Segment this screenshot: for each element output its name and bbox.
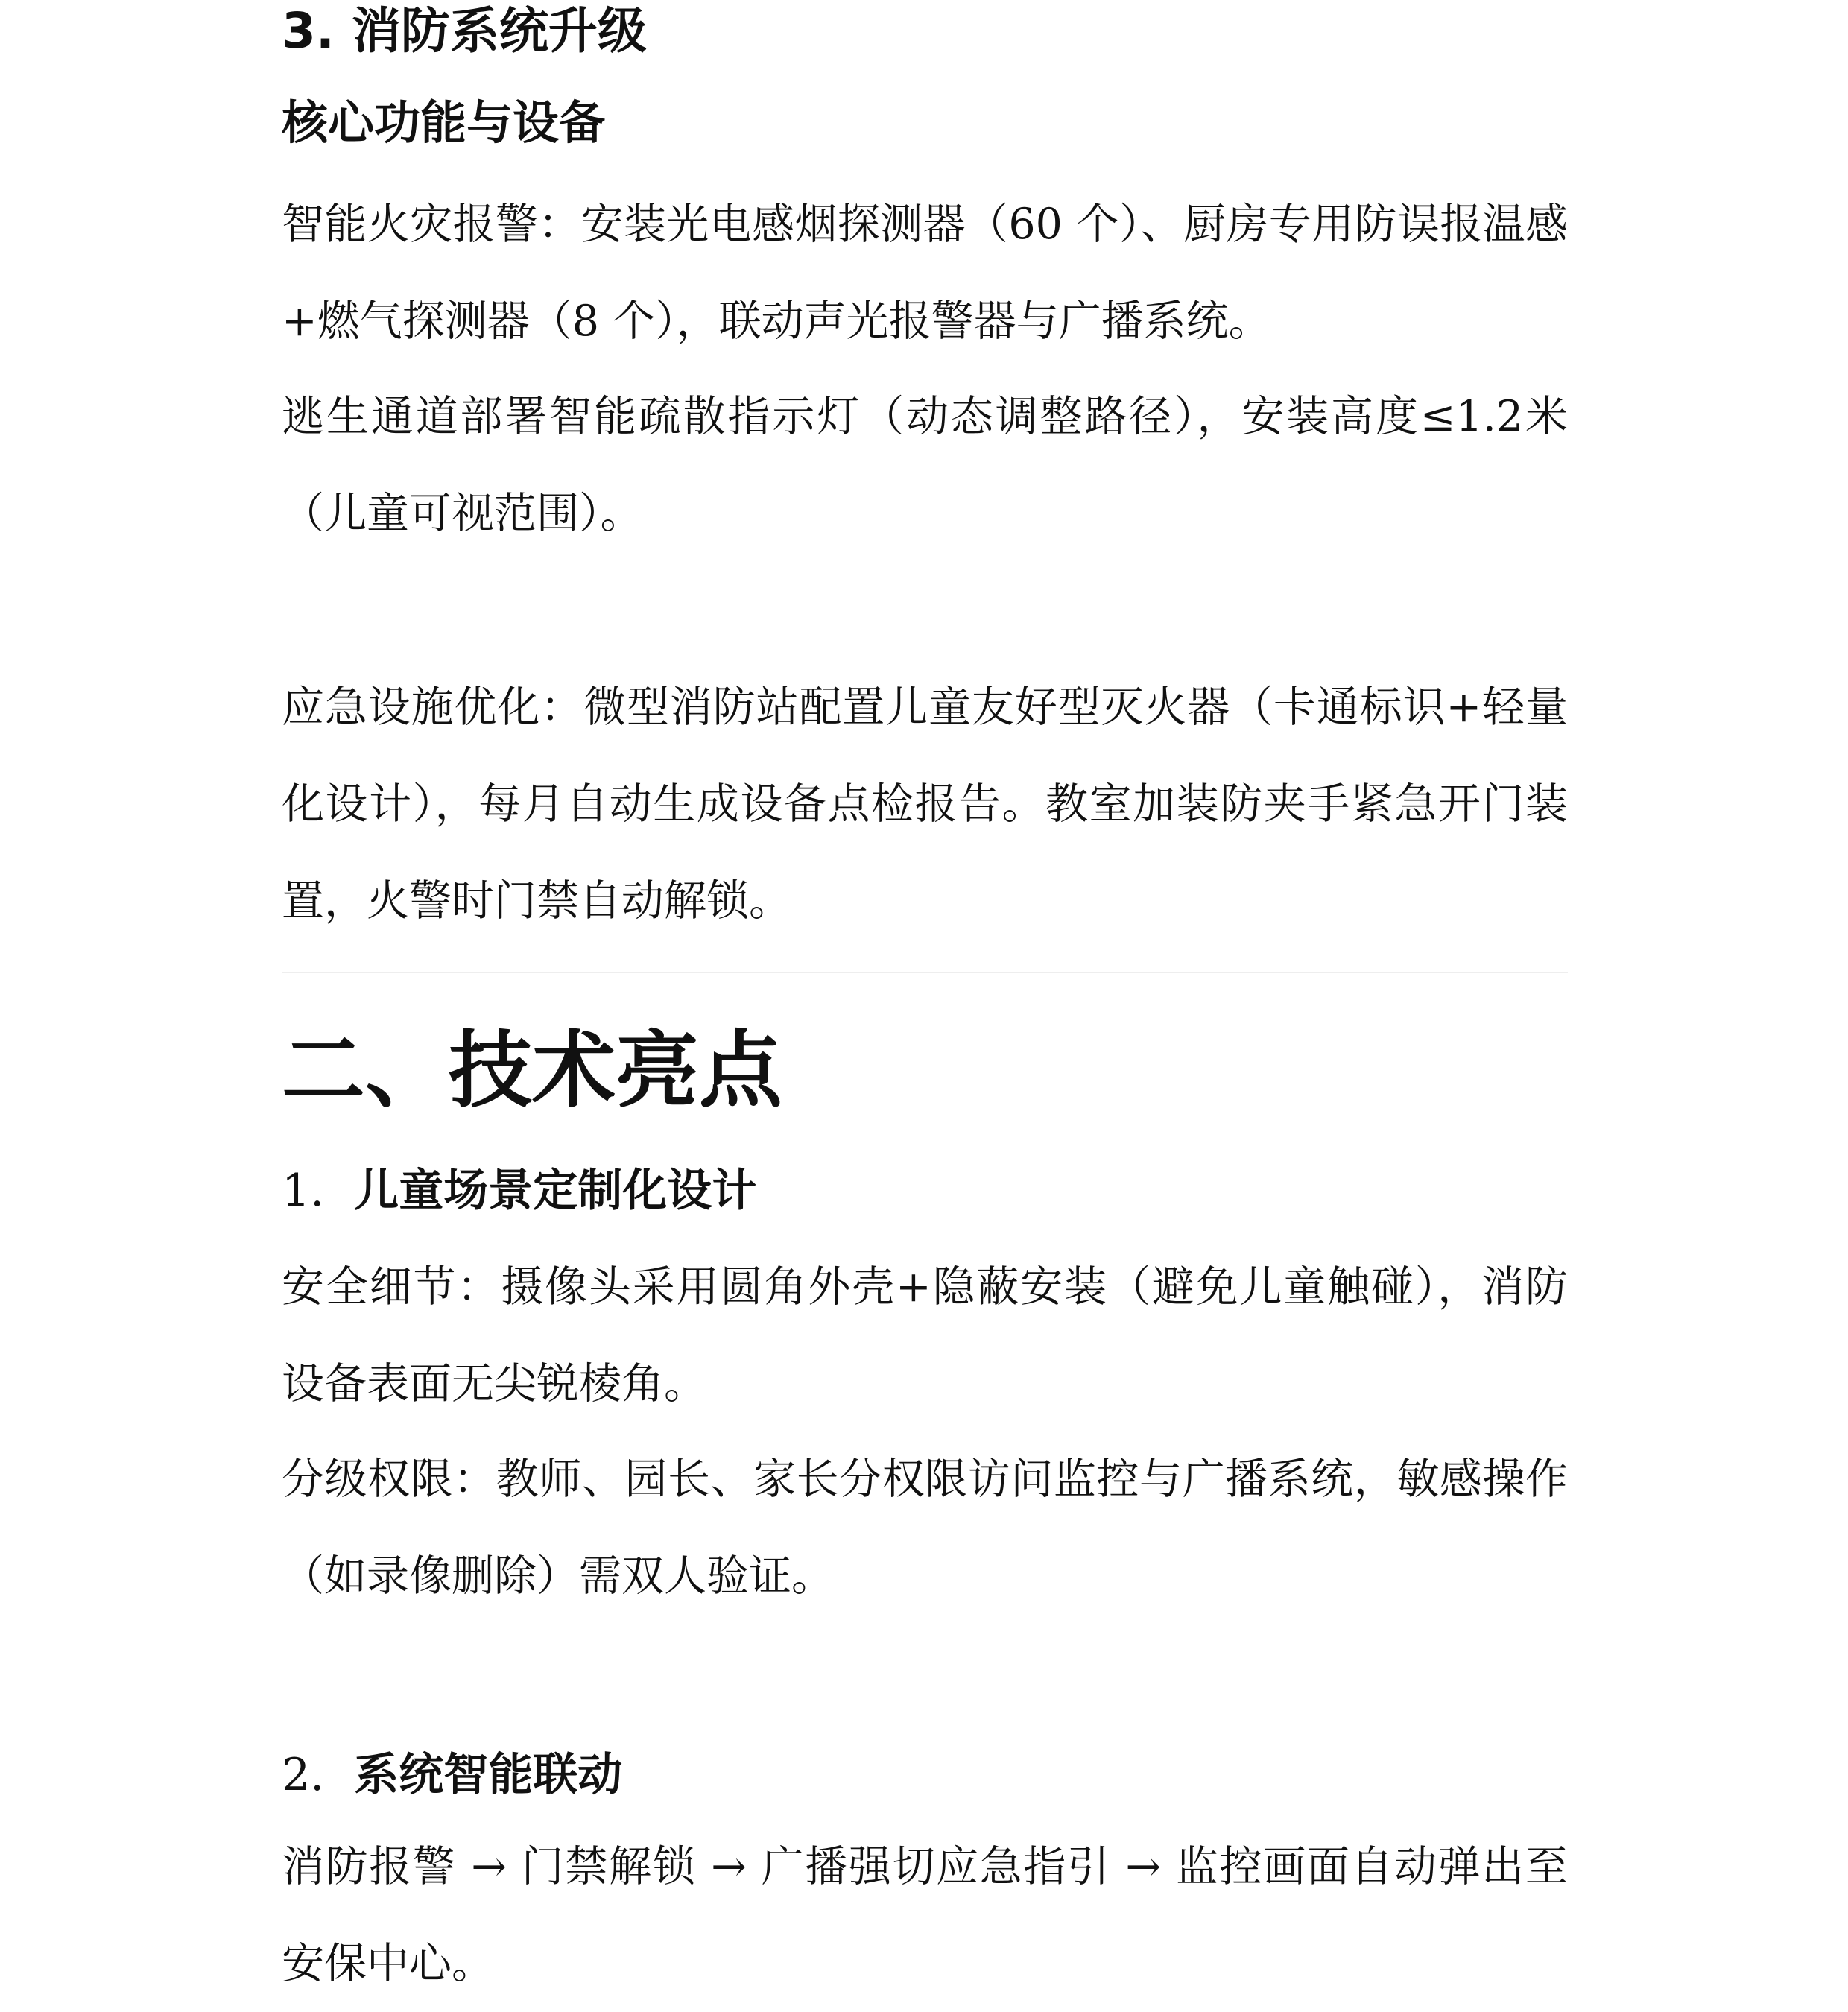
item-title: 系统智能联动 — [354, 1749, 623, 1801]
paragraph-permission-levels: 分级权限：教师、园长、家长分权限访问监控与广播系统，敏感操作（如录像删除）需双人验证。 — [282, 1455, 1568, 1601]
paragraph-safety-details: 安全细节：摄像头采用圆角外壳+隐蔽安装（避免儿童触碰），消防设备表面无尖锐棱角。 — [282, 1262, 1568, 1408]
paragraph-fire-alarm: 智能火灾报警：安装光电感烟探测器（60 个）、厨房专用防误报温感+燃气探测器（8 个），联动声光报警器与广播系统。 — [282, 200, 1568, 346]
chapter-heading-tech-highlights: 二、技术亮点 — [282, 1022, 782, 1119]
subheading-core-functions: 核心功能与设备 — [282, 95, 606, 150]
item-number: 1. — [282, 1165, 325, 1217]
paragraph-emergency-facilities: 应急设施优化：微型消防站配置儿童友好型灭火器（卡通标识+轻量化设计），每月自动生成设备点检报告。教室加装防夹手紧急开门装置，火警时门禁自动解锁。 — [282, 683, 1568, 926]
paragraph-evacuation-lights: 逃生通道部署智能疏散指示灯（动态调整路径），安装高度≤1.2米（儿童可视范围）。 — [282, 392, 1568, 538]
section-heading-fire-system: 3. 消防系统升级 — [282, 2, 647, 60]
item-number: 2. — [282, 1749, 325, 1801]
section-divider — [282, 972, 1568, 973]
paragraph-linkage-flow: 消防报警 → 门禁解锁 → 广播强切应急指引 → 监控画面自动弹出至安保中心。 — [282, 1842, 1568, 1988]
item-title: 儿童场景定制化设计 — [354, 1165, 757, 1217]
item-heading-smart-linkage — [282, 1748, 622, 1802]
item-heading-child-design — [282, 1164, 756, 1218]
